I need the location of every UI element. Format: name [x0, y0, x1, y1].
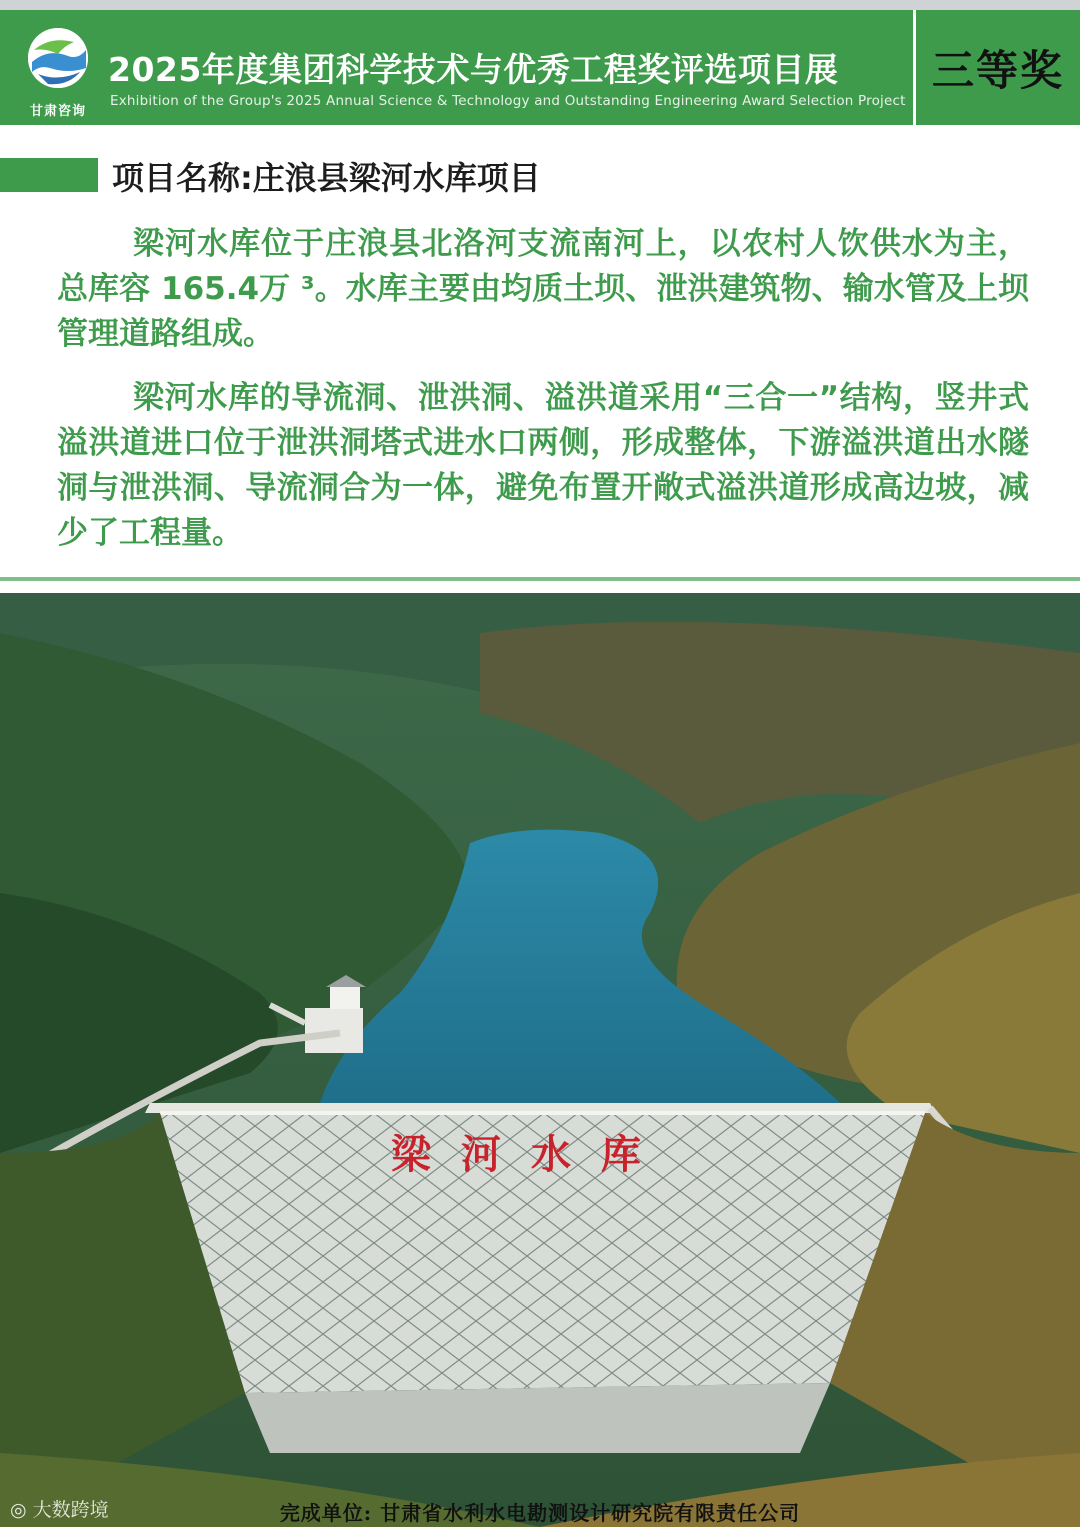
dove-wave-icon	[28, 28, 88, 88]
banner-subtitle: Exhibition of the Group's 2025 Annual Science & Technology and Outstanding Engineering Award Selection Project	[110, 93, 906, 109]
reservoir-photo	[0, 593, 1080, 1527]
project-name: 项目名称:庄浪县梁河水库项目	[112, 159, 541, 197]
watermark	[10, 1495, 109, 1522]
section-divider	[0, 577, 1080, 581]
watermark-icon: ◎	[10, 1499, 33, 1521]
top-strip	[0, 0, 1080, 10]
banner-title: 2025年度集团科学技术与优秀工程奖评选项目展	[108, 50, 839, 89]
description-paragraph-1: 梁河水库位于庄浪县北洛河支流南河上，以农村人饮供水为主，总库容 165.4万 ³。水库主要由均质土坝、泄洪建筑物、输水管及上坝管理道路组成。	[57, 226, 1029, 352]
watermark-text: 大数跨境	[32, 1499, 109, 1521]
award-level: 三等奖	[931, 45, 1064, 95]
logo-text: 甘肃咨询	[29, 104, 86, 119]
company-logo	[22, 28, 94, 123]
dam-sign-text: 梁 河 水 库	[391, 1131, 649, 1178]
description-paragraph-2: 梁河水库的导流洞、泄洪洞、溢洪道采用“三合一”结构，竖井式溢洪道进口位于泄洪洞塔式进水口两侧，形成整体，下游溢洪道出水隧洞与泄洪洞、导流洞合为一体，避免布置开敞式溢洪道形成高边坡，减少了工程量。	[57, 380, 1029, 551]
completion-unit: 完成单位: 甘肃省水利水电勘测设计研究院有限责任公司	[279, 1501, 801, 1525]
section-marker	[0, 158, 98, 192]
